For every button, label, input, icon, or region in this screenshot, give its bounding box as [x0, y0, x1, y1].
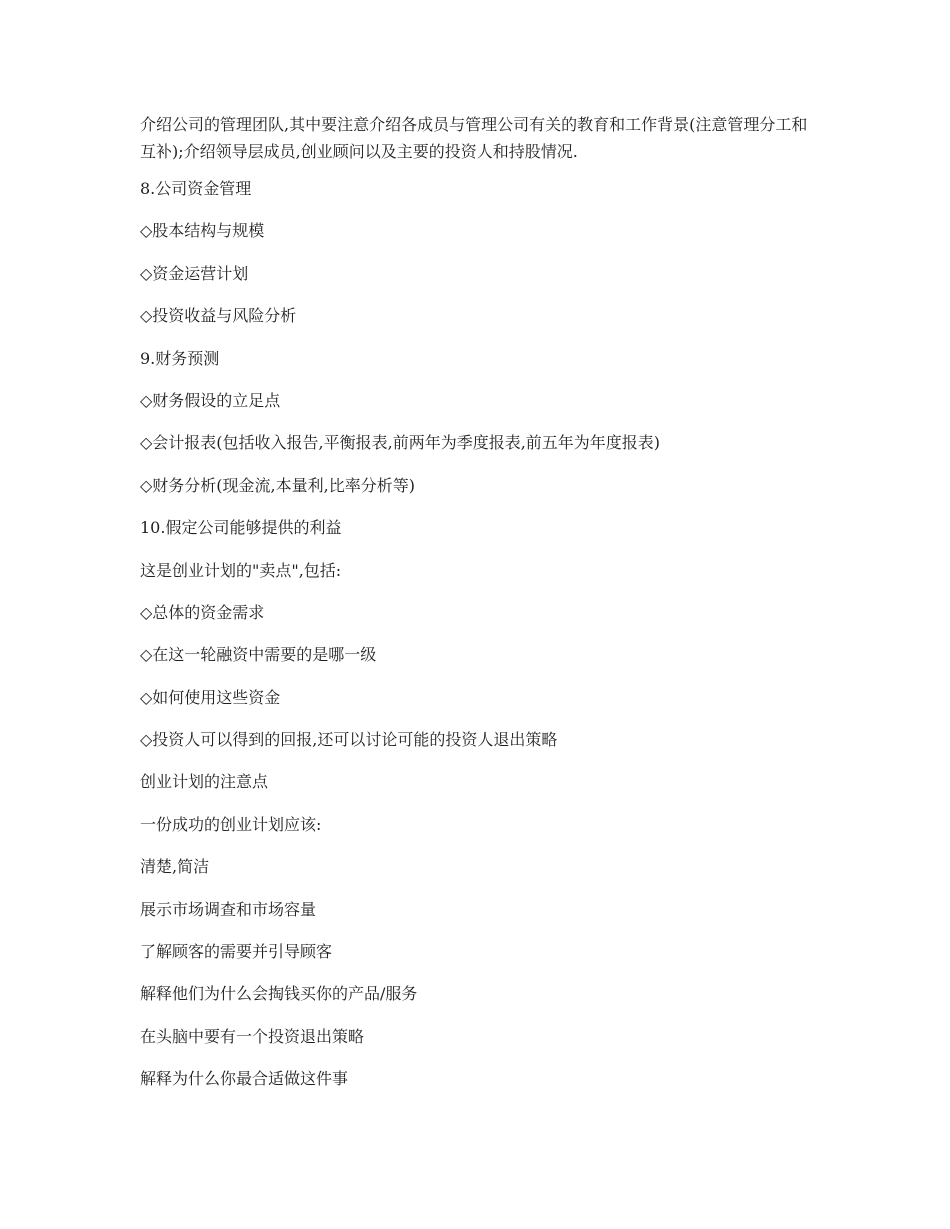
list-item: 解释为什么你最合适做这件事	[140, 1069, 349, 1089]
list-item: 解释他们为什么会掏钱买你的产品/服务	[140, 984, 418, 1004]
document-lines	[140, 168, 810, 1101]
list-item: ◇如何使用这些资金	[140, 687, 281, 707]
list-item: ◇会计报表(包括收入报告,平衡报表,前两年为季度报表,前五年为年度报表)	[140, 433, 661, 453]
list-item: ◇财务分析(现金流,本量利,比率分析等)	[140, 475, 415, 495]
list-item: ◇总体的资金需求	[140, 602, 265, 622]
document-body	[140, 111, 810, 1101]
paragraph-text: 一份成功的创业计划应该:	[140, 814, 322, 834]
list-item: ◇在这一轮融资中需要的是哪一级	[140, 645, 377, 665]
section-heading-benefits: 10.假定公司能够提供的利益	[140, 518, 342, 538]
list-item: 清楚,简洁	[140, 857, 210, 877]
list-item: 在头脑中要有一个投资退出策略	[140, 1026, 365, 1046]
intro-paragraph: 介绍公司的管理团队,其中要注意介绍各成员与管理公司有关的教育和工作背景(注意管理分工和互补);介绍领导层成员,创业顾问以及主要的投资人和持股情况.	[140, 115, 808, 161]
list-item: 展示市场调查和市场容量	[140, 899, 317, 919]
paragraph-text: 这是创业计划的"卖点",包括:	[140, 560, 342, 580]
section-heading-capital-management: 8.公司资金管理	[140, 179, 252, 198]
section-heading-financial-forecast: 9.财务预测	[140, 348, 220, 368]
list-item: 了解顾客的需要并引导顾客	[140, 942, 333, 962]
list-item: ◇投资人可以得到的回报,还可以讨论可能的投资人退出策略	[140, 730, 558, 750]
list-item: ◇投资收益与风险分析	[140, 306, 297, 326]
list-item: ◇资金运营计划	[140, 263, 249, 283]
list-item: ◇股本结构与规模	[140, 221, 265, 241]
section-heading-notes: 创业计划的注意点	[140, 772, 269, 792]
list-item: ◇财务假设的立足点	[140, 390, 281, 410]
